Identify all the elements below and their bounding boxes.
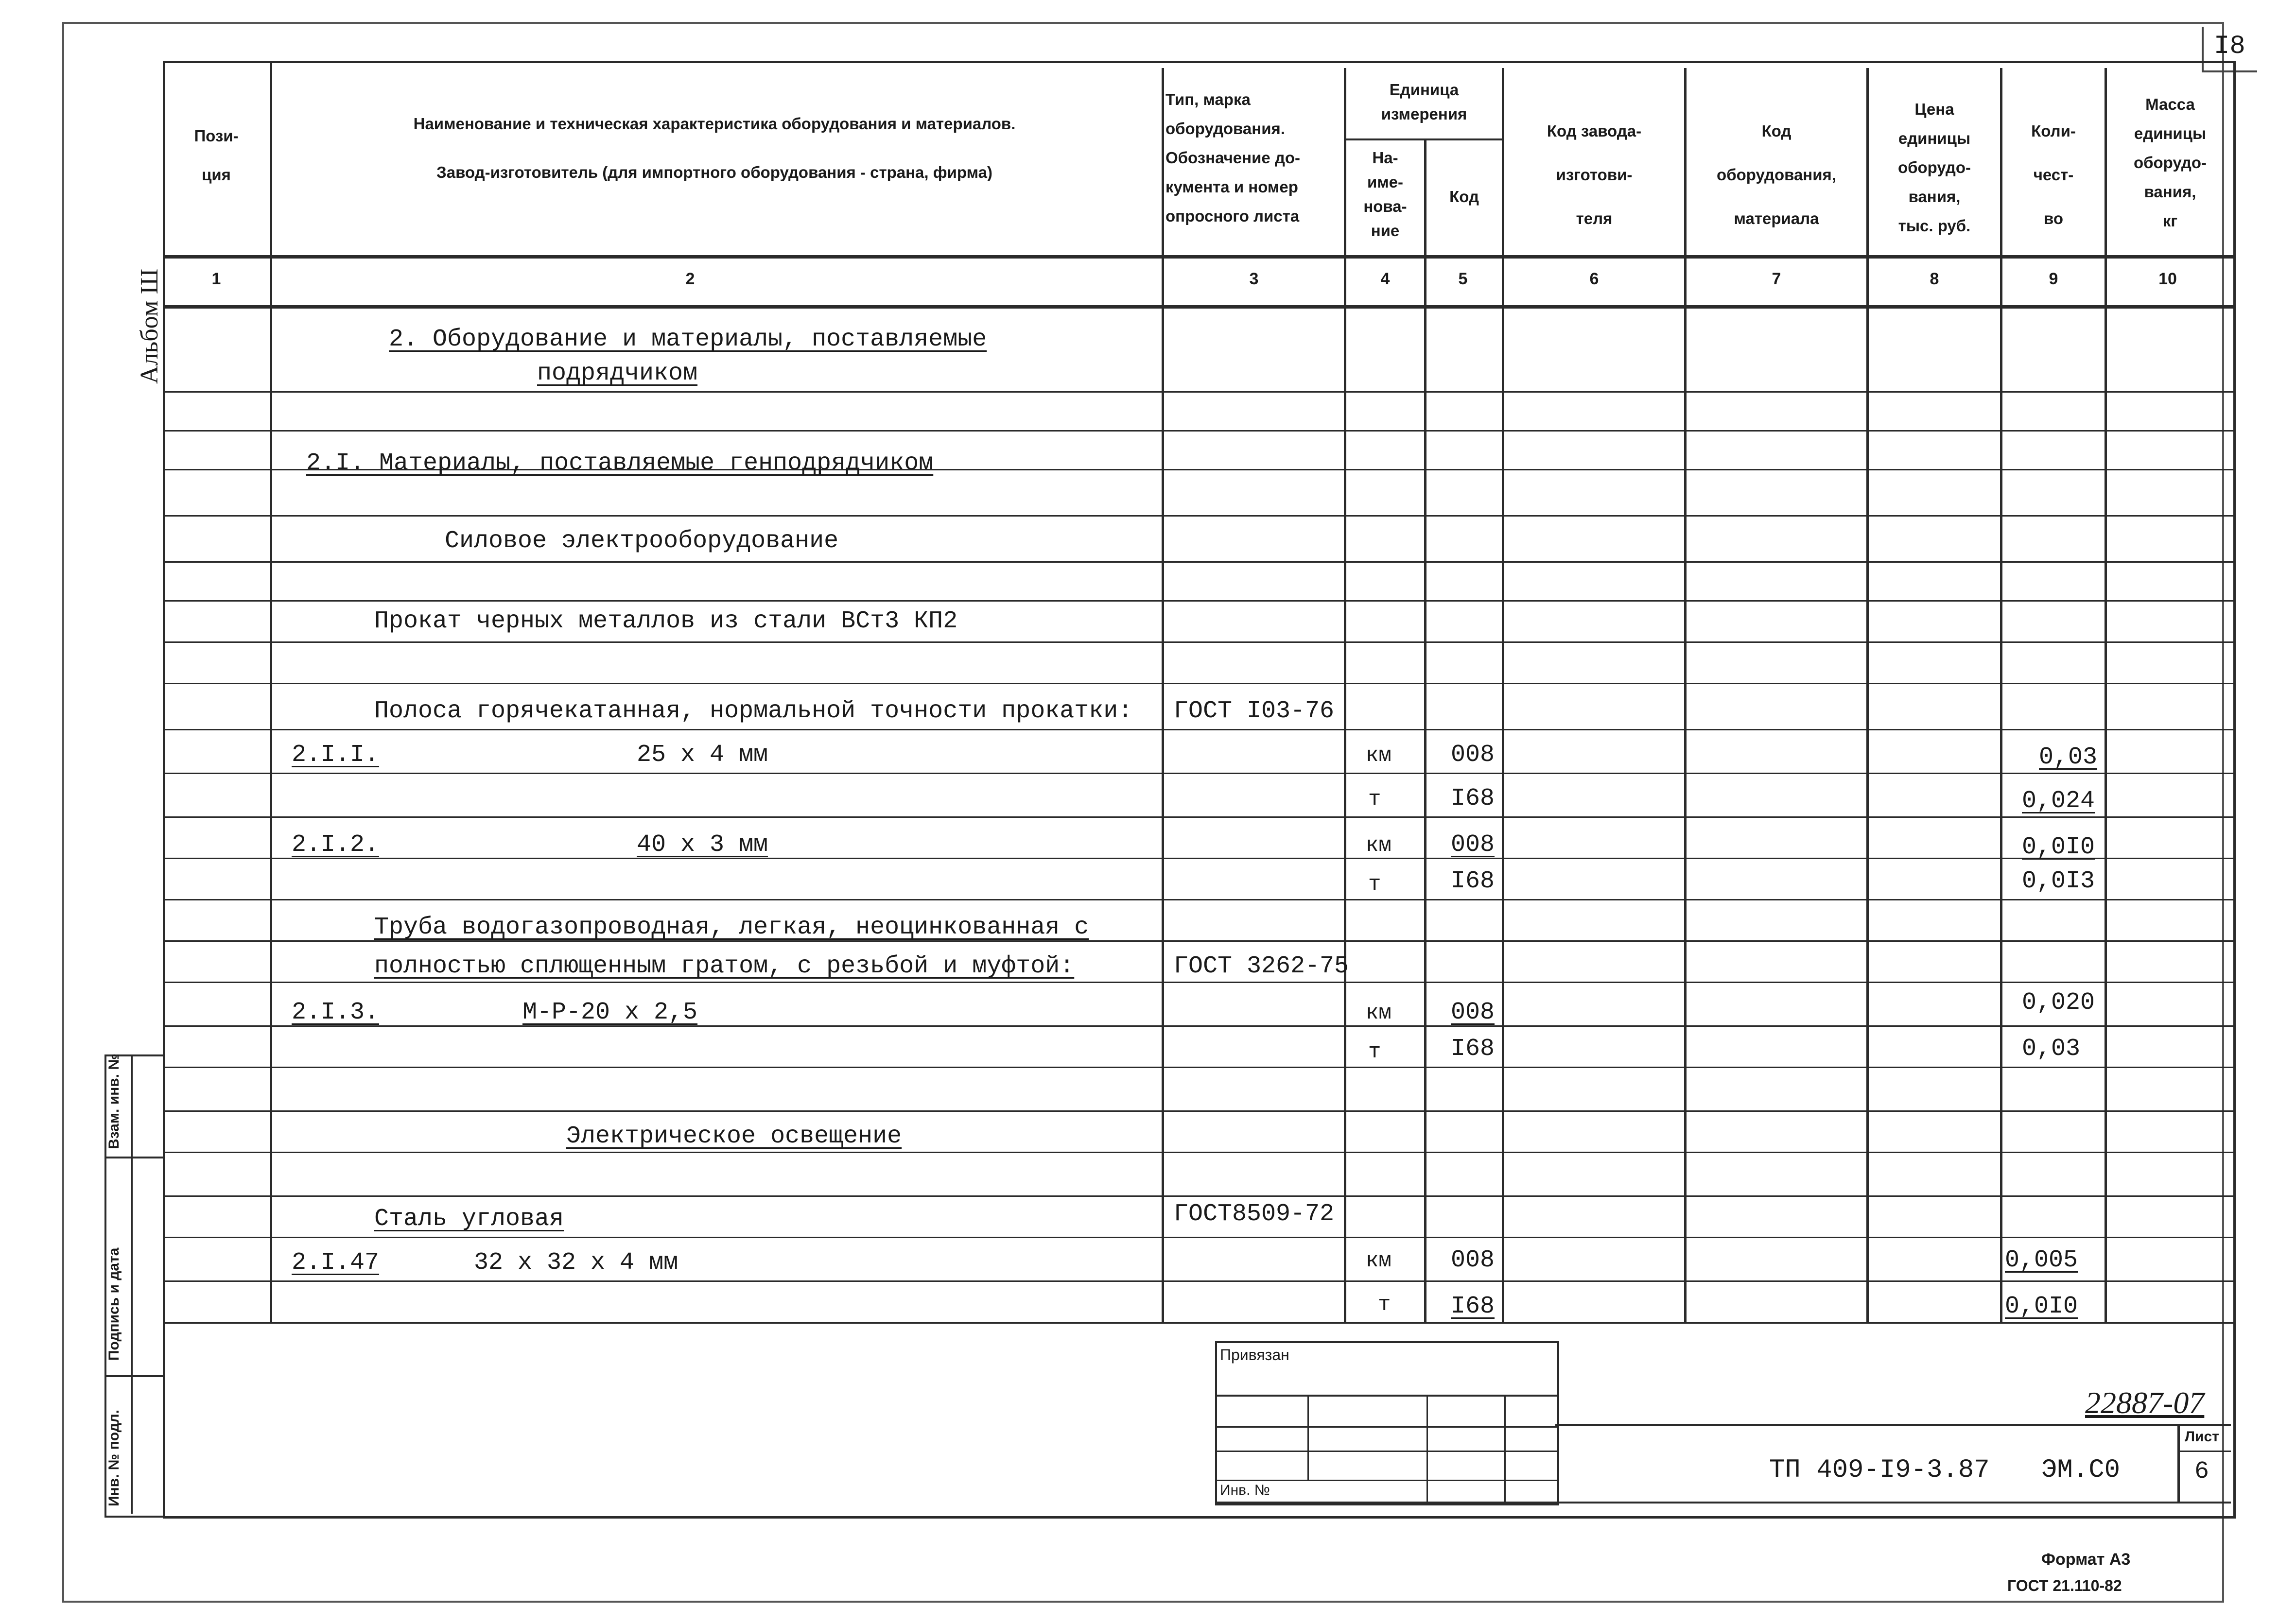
privyazan-label: Привязан [1220, 1346, 1289, 1364]
item-211-code2: I68 [1451, 785, 1495, 812]
col-number-1: 1 [211, 270, 221, 288]
header-col6: Код завода- изготови- теля [1547, 122, 1642, 227]
col-number-3: 3 [1249, 270, 1259, 288]
rolled-metal-title: Прокат черных металлов из стали ВСт3 КП2 [374, 607, 958, 635]
col-number-6: 6 [1589, 270, 1599, 288]
header-col7: Код оборудования, материала [1717, 122, 1836, 227]
col-number-5: 5 [1458, 270, 1468, 288]
strip-gost: ГОСТ I03-76 [1174, 697, 1335, 725]
item-247-code2: I68 [1451, 1293, 1495, 1320]
item-247-unit1: км [1366, 1249, 1392, 1273]
item-211-qty1: 0,03 [2039, 743, 2098, 771]
angle-title: Сталь угловая [374, 1205, 564, 1233]
item-212-pos: 2.I.2. [292, 831, 380, 859]
sheet-corner-number: I8 [2214, 32, 2245, 61]
item-247-qty1: 0,005 [2005, 1246, 2078, 1274]
item-211-qty2: 0,024 [2022, 787, 2095, 815]
item-213-unit2: т [1368, 1040, 1381, 1064]
header-col3: Тип, марка оборудования. Обозначение до- кумента и номер опросного листа [1165, 90, 1300, 225]
item-213-name: М-Р-20 х 2,5 [522, 999, 698, 1026]
item-211-pos: 2.I.I. [292, 741, 380, 769]
col-number-4: 4 [1380, 270, 1390, 288]
angle-gost: ГОСТ8509-72 [1174, 1200, 1335, 1228]
item-247-unit2: т [1378, 1293, 1391, 1317]
power-equipment-title: Силовое электрооборудование [445, 527, 839, 555]
inv-no-label: Инв. № [1220, 1482, 1270, 1498]
side-label-vzam: Взам. инв. № [106, 1054, 122, 1149]
item-211-name: 25 х 4 мм [637, 741, 768, 769]
item-212-qty2: 0,0I3 [2022, 867, 2095, 895]
col-number-8: 8 [1930, 270, 1939, 288]
item-213-qty2: 0,03 [2022, 1035, 2081, 1063]
col-number-2: 2 [685, 270, 695, 288]
lighting-title: Электрическое освещение [566, 1123, 902, 1150]
item-213-qty1: 0,020 [2022, 989, 2095, 1017]
header-col4: На- име- нова- ние [1363, 149, 1407, 240]
header-col9: Коли- чест- во [2031, 122, 2076, 227]
item-247-code1: 008 [1451, 1246, 1495, 1274]
item-212-qty1: 0,0I0 [2022, 833, 2095, 861]
list-number: 6 [2194, 1458, 2209, 1486]
header-col1: Пози- ция [194, 127, 239, 184]
item-212-name: 40 х 3 мм [637, 831, 768, 859]
handwritten-number: 22887-07 [2085, 1385, 2205, 1420]
doc-code: ТП 409-I9-3.87 [1769, 1455, 1990, 1485]
doc-suffix: ЭМ.С0 [2041, 1455, 2121, 1485]
section2-title-line1: 2. Оборудование и материалы, поставляемые [389, 326, 987, 353]
item-247-qty2: 0,0I0 [2005, 1293, 2078, 1320]
col-number-9: 9 [2049, 270, 2058, 288]
col-number-7: 7 [1772, 270, 1781, 288]
item-212-unit2: т [1368, 872, 1381, 897]
item-247-name: 32 х 32 х 4 мм [474, 1249, 678, 1277]
footer-format: Формат А3 [2041, 1550, 2131, 1569]
header-col2-line1: Наименование и техническая характеристика оборудования и материалов. [413, 115, 1016, 133]
section2-title-line2: подрядчиком [537, 360, 698, 387]
item-212-code1: 008 [1451, 831, 1495, 859]
header-col8: Цена единицы оборудо- вания, тыс. руб. [1897, 100, 1971, 235]
side-label-inv-podl: Инв. № подл. [106, 1409, 122, 1506]
footer-gost: ГОСТ 21.110-82 [2007, 1577, 2122, 1594]
section21-title: 2.I. Материалы, поставляемые генподрядчиком [306, 449, 934, 477]
item-247-pos: 2.I.47 [292, 1249, 380, 1277]
item-212-unit1: км [1366, 833, 1392, 858]
pipe-gost: ГОСТ 3262-75 [1174, 952, 1349, 980]
item-211-unit1: км [1366, 743, 1392, 768]
item-213-code1: 008 [1451, 999, 1495, 1026]
header-col45-group: Единица измерения [1381, 81, 1467, 123]
item-213-code2: I68 [1451, 1035, 1495, 1063]
list-label: Лист [2185, 1429, 2219, 1445]
item-213-unit1: км [1366, 1001, 1392, 1025]
pipe-title-line1: Труба водогазопроводная, легкая, неоцинкованная с [374, 914, 1089, 941]
header-col10: Масса единицы оборудо- вания, кг [2133, 95, 2207, 230]
header-col2-line2: Завод-изготовитель (для импортного оборудования - страна, фирма) [436, 163, 992, 181]
pipe-title-line2: полностью сплющенным гратом, с резьбой и муфтой: [374, 952, 1075, 980]
header-col5: Код [1449, 188, 1479, 206]
album-label: Альбом Ш [136, 268, 163, 384]
item-213-pos: 2.I.3. [292, 999, 380, 1026]
col-number-10: 10 [2158, 270, 2177, 288]
item-211-code1: 008 [1451, 741, 1495, 769]
item-212-code2: I68 [1451, 867, 1495, 895]
item-211-unit2: т [1368, 787, 1381, 812]
side-label-podpis: Подпись и дата [106, 1247, 122, 1361]
strip-title: Полоса горячекатанная, нормальной точности прокатки: [374, 697, 1133, 725]
